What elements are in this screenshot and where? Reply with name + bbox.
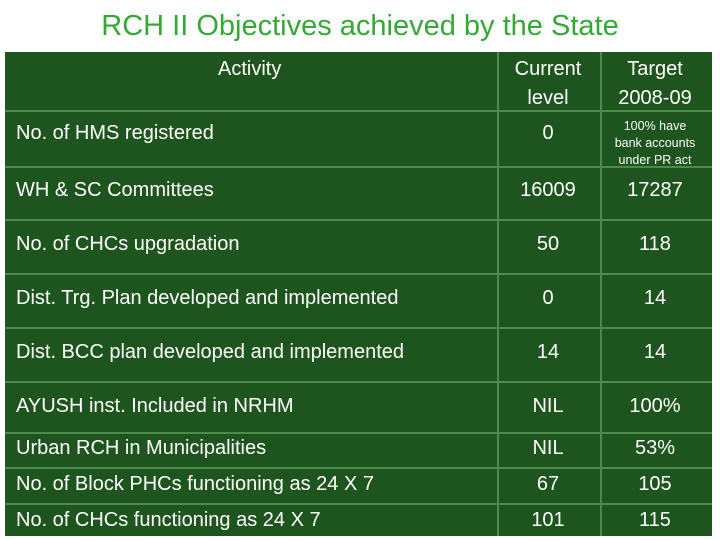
row-activity: No. of Block PHCs functioning as 24 X 7 (16, 473, 374, 495)
header-target-line1: Target (627, 58, 683, 80)
row-divider (5, 327, 712, 329)
row-activity: Urban RCH in Municipalities (16, 437, 267, 459)
header-target-line2: 2008-09 (618, 87, 692, 109)
row-target: 17287 (627, 179, 683, 201)
row-target-line2: bank accounts (614, 136, 696, 150)
row-current: 14 (536, 341, 560, 363)
header-activity: Activity (218, 58, 282, 80)
row-divider (5, 467, 712, 469)
row-current: 0 (542, 122, 554, 144)
row-current: NIL (532, 395, 564, 417)
row-current: 101 (531, 509, 565, 531)
row-activity: No. of HMS registered (16, 122, 214, 144)
row-target: 53% (634, 437, 676, 459)
row-divider (5, 219, 712, 221)
row-target: 105 (638, 473, 672, 495)
row-target: 14 (643, 341, 667, 363)
row-target: 14 (643, 287, 667, 309)
row-divider (5, 432, 712, 434)
row-target: 118 (639, 233, 671, 255)
row-activity: Dist. BCC plan developed and implemented (16, 341, 404, 363)
row-current: 67 (536, 473, 560, 495)
row-current: NIL (532, 437, 564, 459)
row-activity: Dist. Trg. Plan developed and implemented (16, 287, 399, 309)
row-target-line1: 100% have (623, 119, 687, 133)
header-current-level-line2: level (527, 87, 569, 109)
row-activity: WH & SC Committees (16, 179, 214, 201)
row-target: 115 (639, 509, 671, 531)
row-activity: No. of CHCs functioning as 24 X 7 (16, 509, 321, 531)
row-activity: No. of CHCs upgradation (16, 233, 240, 255)
row-divider (5, 503, 712, 505)
row-current: 16009 (520, 179, 576, 201)
row-target-line3: under PR act (618, 153, 692, 167)
slide-title: RCH II Objectives achieved by the State (101, 10, 619, 42)
row-divider (5, 381, 712, 383)
row-activity: AYUSH inst. Included in NRHM (16, 395, 294, 417)
row-divider (5, 273, 712, 275)
row-current: 50 (536, 233, 560, 255)
row-target: 100% (629, 395, 681, 417)
header-current-level-line1: Current (514, 58, 582, 80)
row-current: 0 (542, 287, 554, 309)
